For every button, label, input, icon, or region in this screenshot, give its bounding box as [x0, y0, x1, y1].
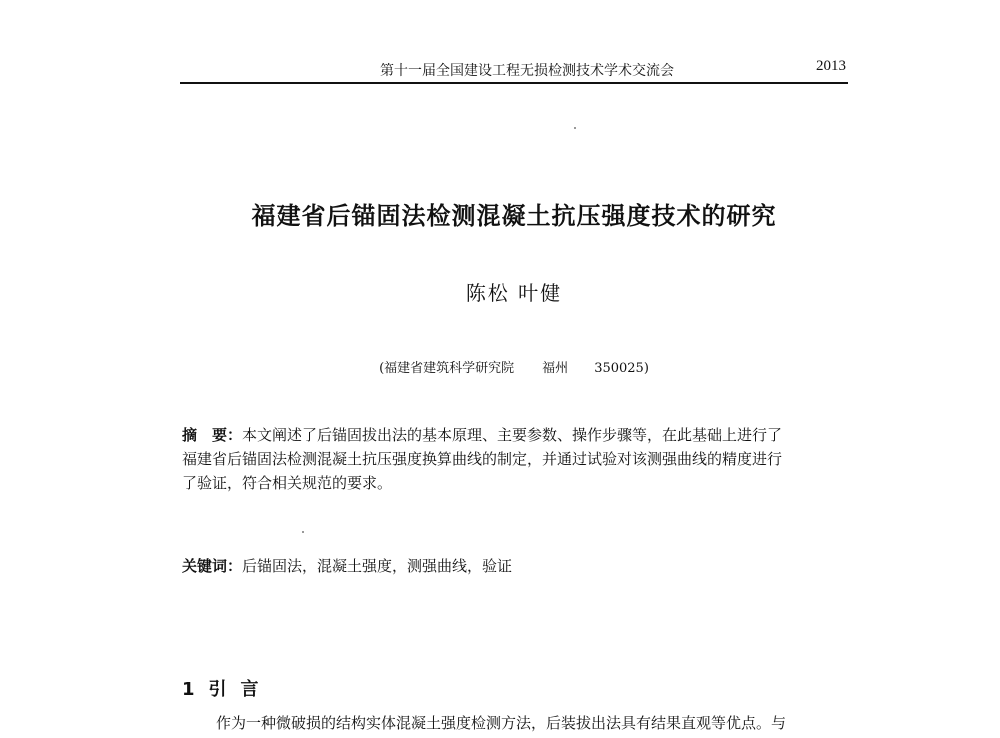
section-number: 1 — [182, 679, 195, 700]
scan-speck — [302, 531, 304, 533]
header-rule — [180, 82, 848, 84]
abstract-label: 摘 要： — [182, 426, 243, 444]
affiliation-city: 福州 — [542, 361, 569, 376]
affiliation — [180, 357, 848, 376]
affiliation-institute: (福建省建筑科学研究院 — [379, 361, 515, 376]
keywords-text: 后锚固法，混凝土强度，测强曲线，验证 — [242, 557, 513, 575]
conference-year: 2013 — [816, 58, 846, 74]
conference-name: 第十一届全国建设工程无损检测技术学术交流会 — [380, 63, 674, 79]
abstract-text: 本文阐述了后锚固拔出法的基本原理、主要参数、操作步骤等，在此基础上进行了 — [242, 426, 783, 444]
body-text-line: 作为一种微破损的结构实体混凝土强度检测方法，后装拔出法具有结果直观等优点。与 — [216, 714, 787, 732]
section-title: 引言 — [208, 679, 273, 700]
scan-speck — [574, 127, 576, 129]
section-heading — [182, 675, 273, 701]
abstract-line — [182, 423, 850, 447]
authors: 陈松 叶健 — [465, 281, 563, 305]
abstract-line: 福建省后锚固法检测混凝土抗压强度换算曲线的制定，并通过试验对该测强曲线的精度进行 — [182, 450, 783, 468]
keywords — [182, 555, 850, 576]
affiliation-postcode: 350025) — [594, 361, 649, 376]
running-header — [180, 58, 848, 80]
abstract-line: 了验证，符合相关规范的要求。 — [182, 474, 393, 492]
paper-title: 福建省后锚固法检测混凝土抗压强度技术的研究 — [251, 202, 777, 230]
keywords-label: 关键词： — [182, 557, 243, 575]
abstract — [182, 423, 850, 495]
